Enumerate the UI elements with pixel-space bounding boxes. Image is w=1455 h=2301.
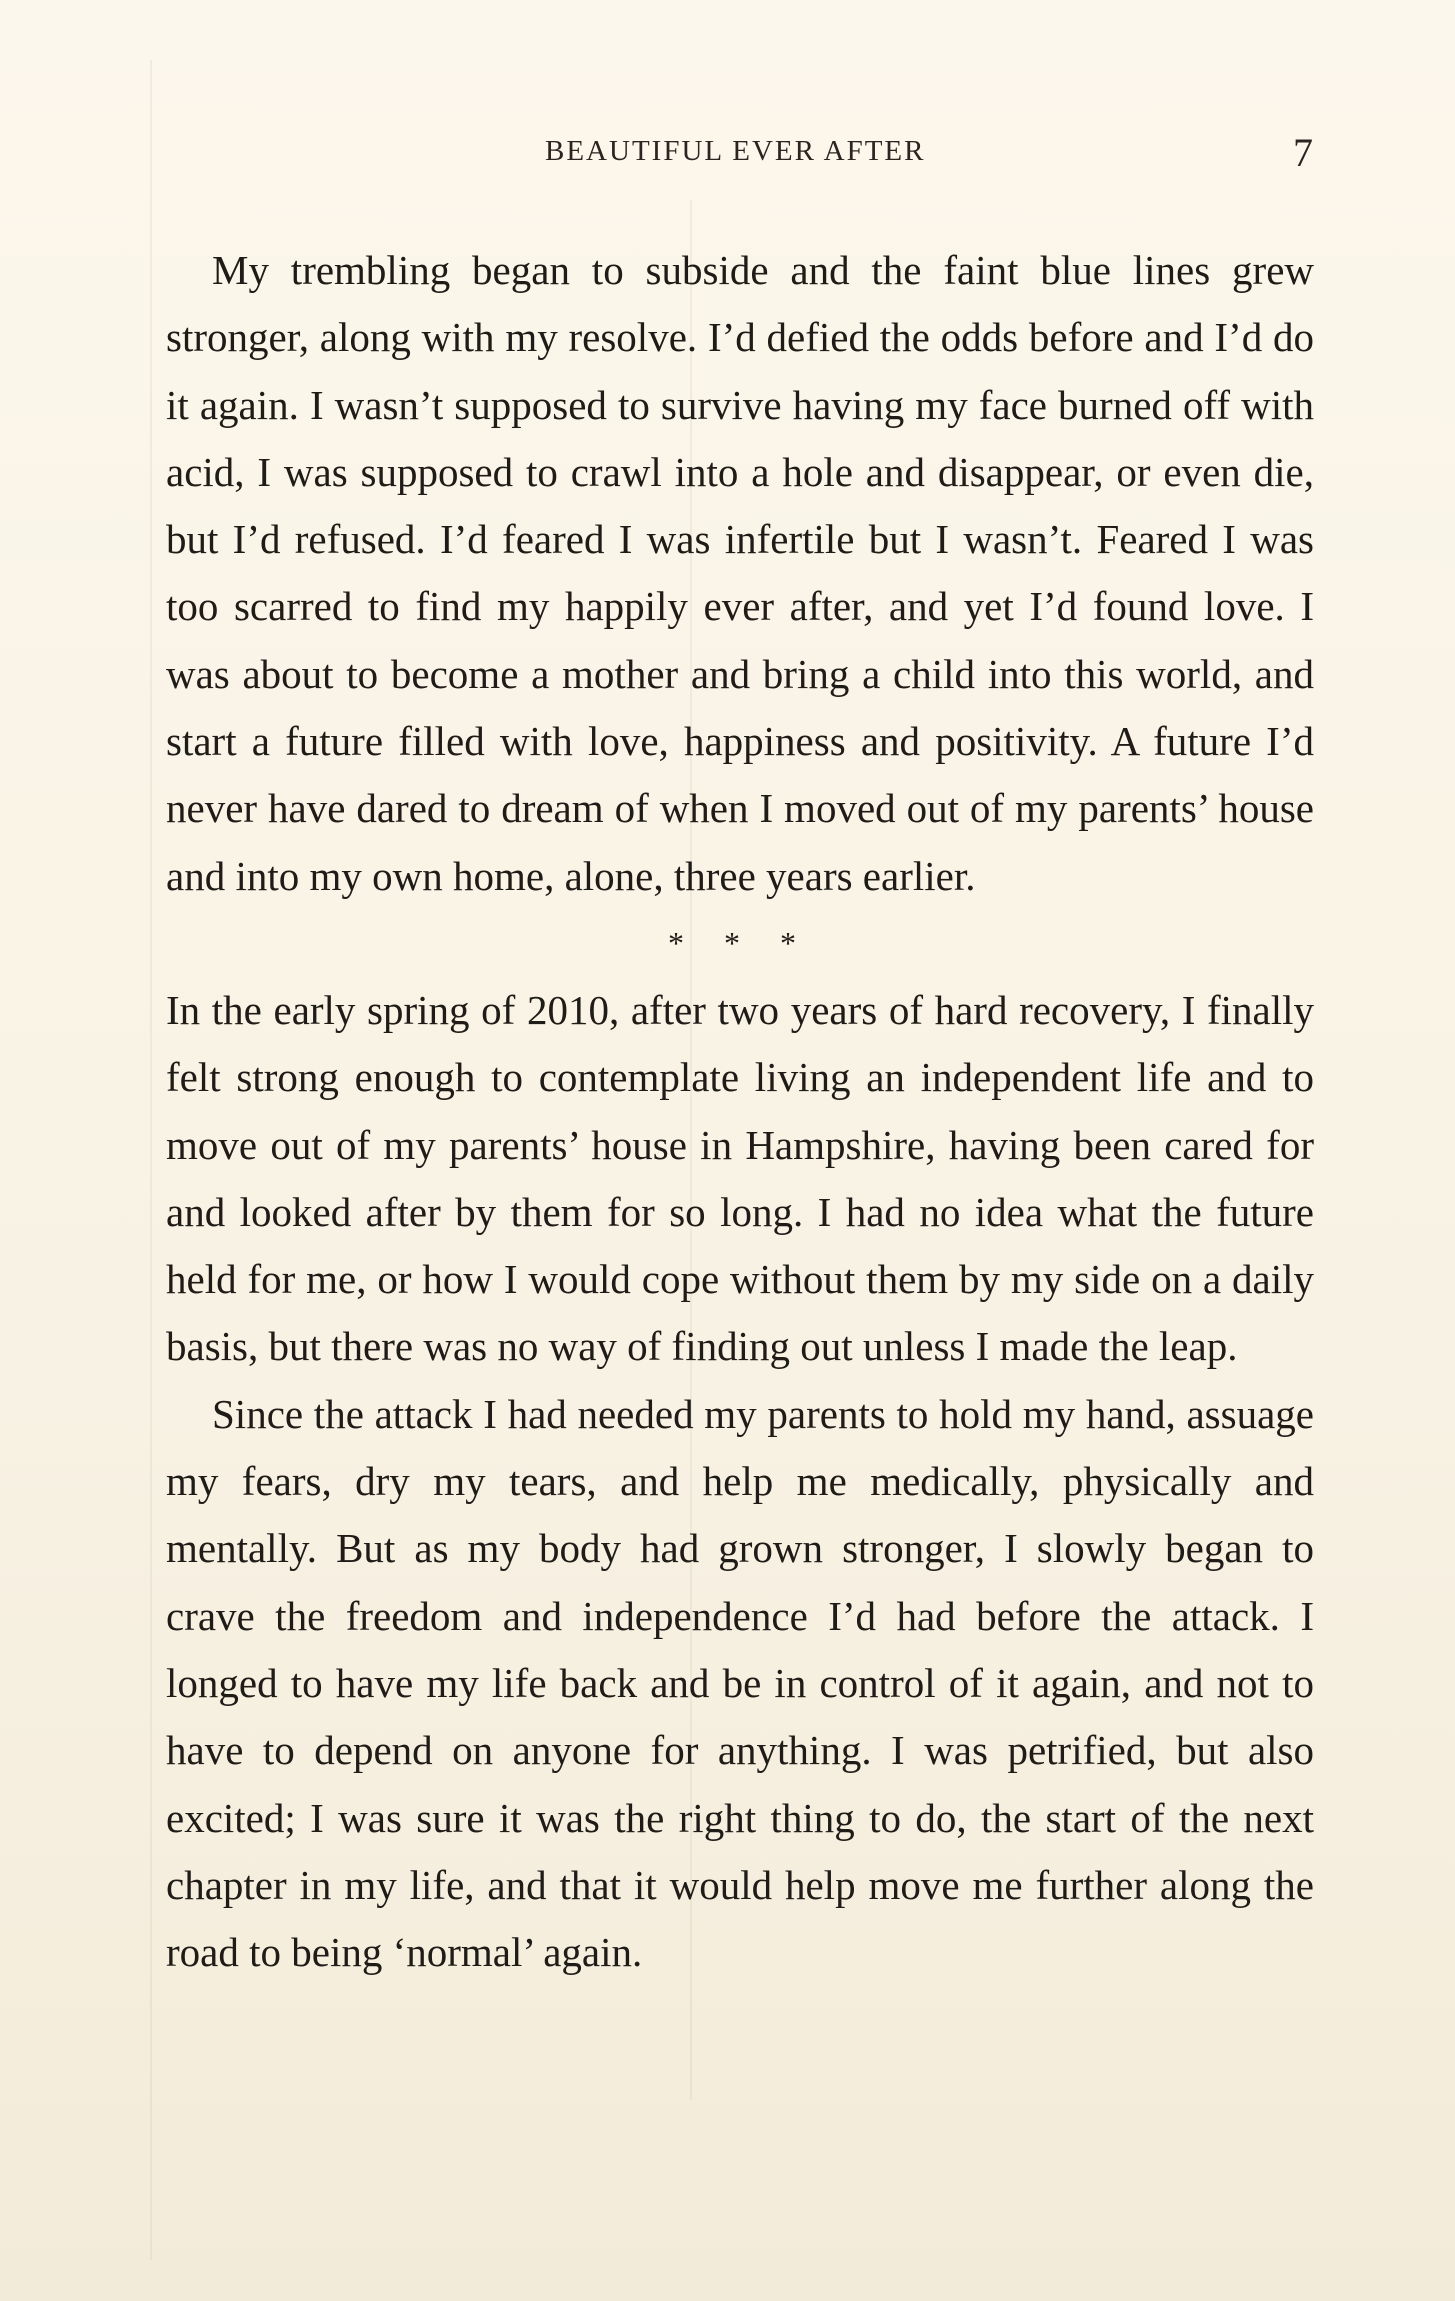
section-break: * * * (668, 924, 812, 961)
page-number: 7 (1293, 130, 1313, 175)
page-crease (150, 60, 152, 2260)
running-title: BEAUTIFUL EVER AFTER (545, 135, 926, 167)
paragraph: My trembling began to subside and the faint blue lines grew stronger, along with my resolve. I’d defied the odds before and I’d do it again. I wasn’t supposed to survive having my face burned off with acid, I was supposed to crawl into a hole and disappear, or even die, but I’d refused. I’d feared I was infertile but I wasn’t. Feared I was too scarred to find my happily ever after, and yet I’d found love. I was about to become a mother and bring a child into this world, and start a future filled with love, happiness and positivity. A future I’d never have dared to dream of when I moved out of my parents’ house and into my own home, alone, three years earlier. (166, 247, 1314, 899)
paragraph: In the early spring of 2010, after two years of hard recovery, I finally felt strong enough to contemplate living an independent life and to move out of my parents’ house in Hampshire, having been cared for and looked after by them for so long. I had no idea what the future held for me, or how I would cope without them by my side on a daily basis, but there was no way of finding out unless I made the leap. (166, 986, 1314, 1370)
paragraph: Since the attack I had needed my parents to hold my hand, assuage my fears, dry my tears, and help me medically, physically and mentally. But as my body had grown stronger, I slowly began to crave the freedom and independence I’d had before the attack. I longed to have my life back and be in control of it again, and not to have to depend on anyone for anything. I was petrified, but also excited; I was sure it was the right thing to do, the start of the next chapter in my life, and that it would help move me further along the road to being ‘normal’ again. (166, 1390, 1314, 1976)
body-text (166, 237, 1314, 1986)
running-header (0, 130, 1455, 175)
